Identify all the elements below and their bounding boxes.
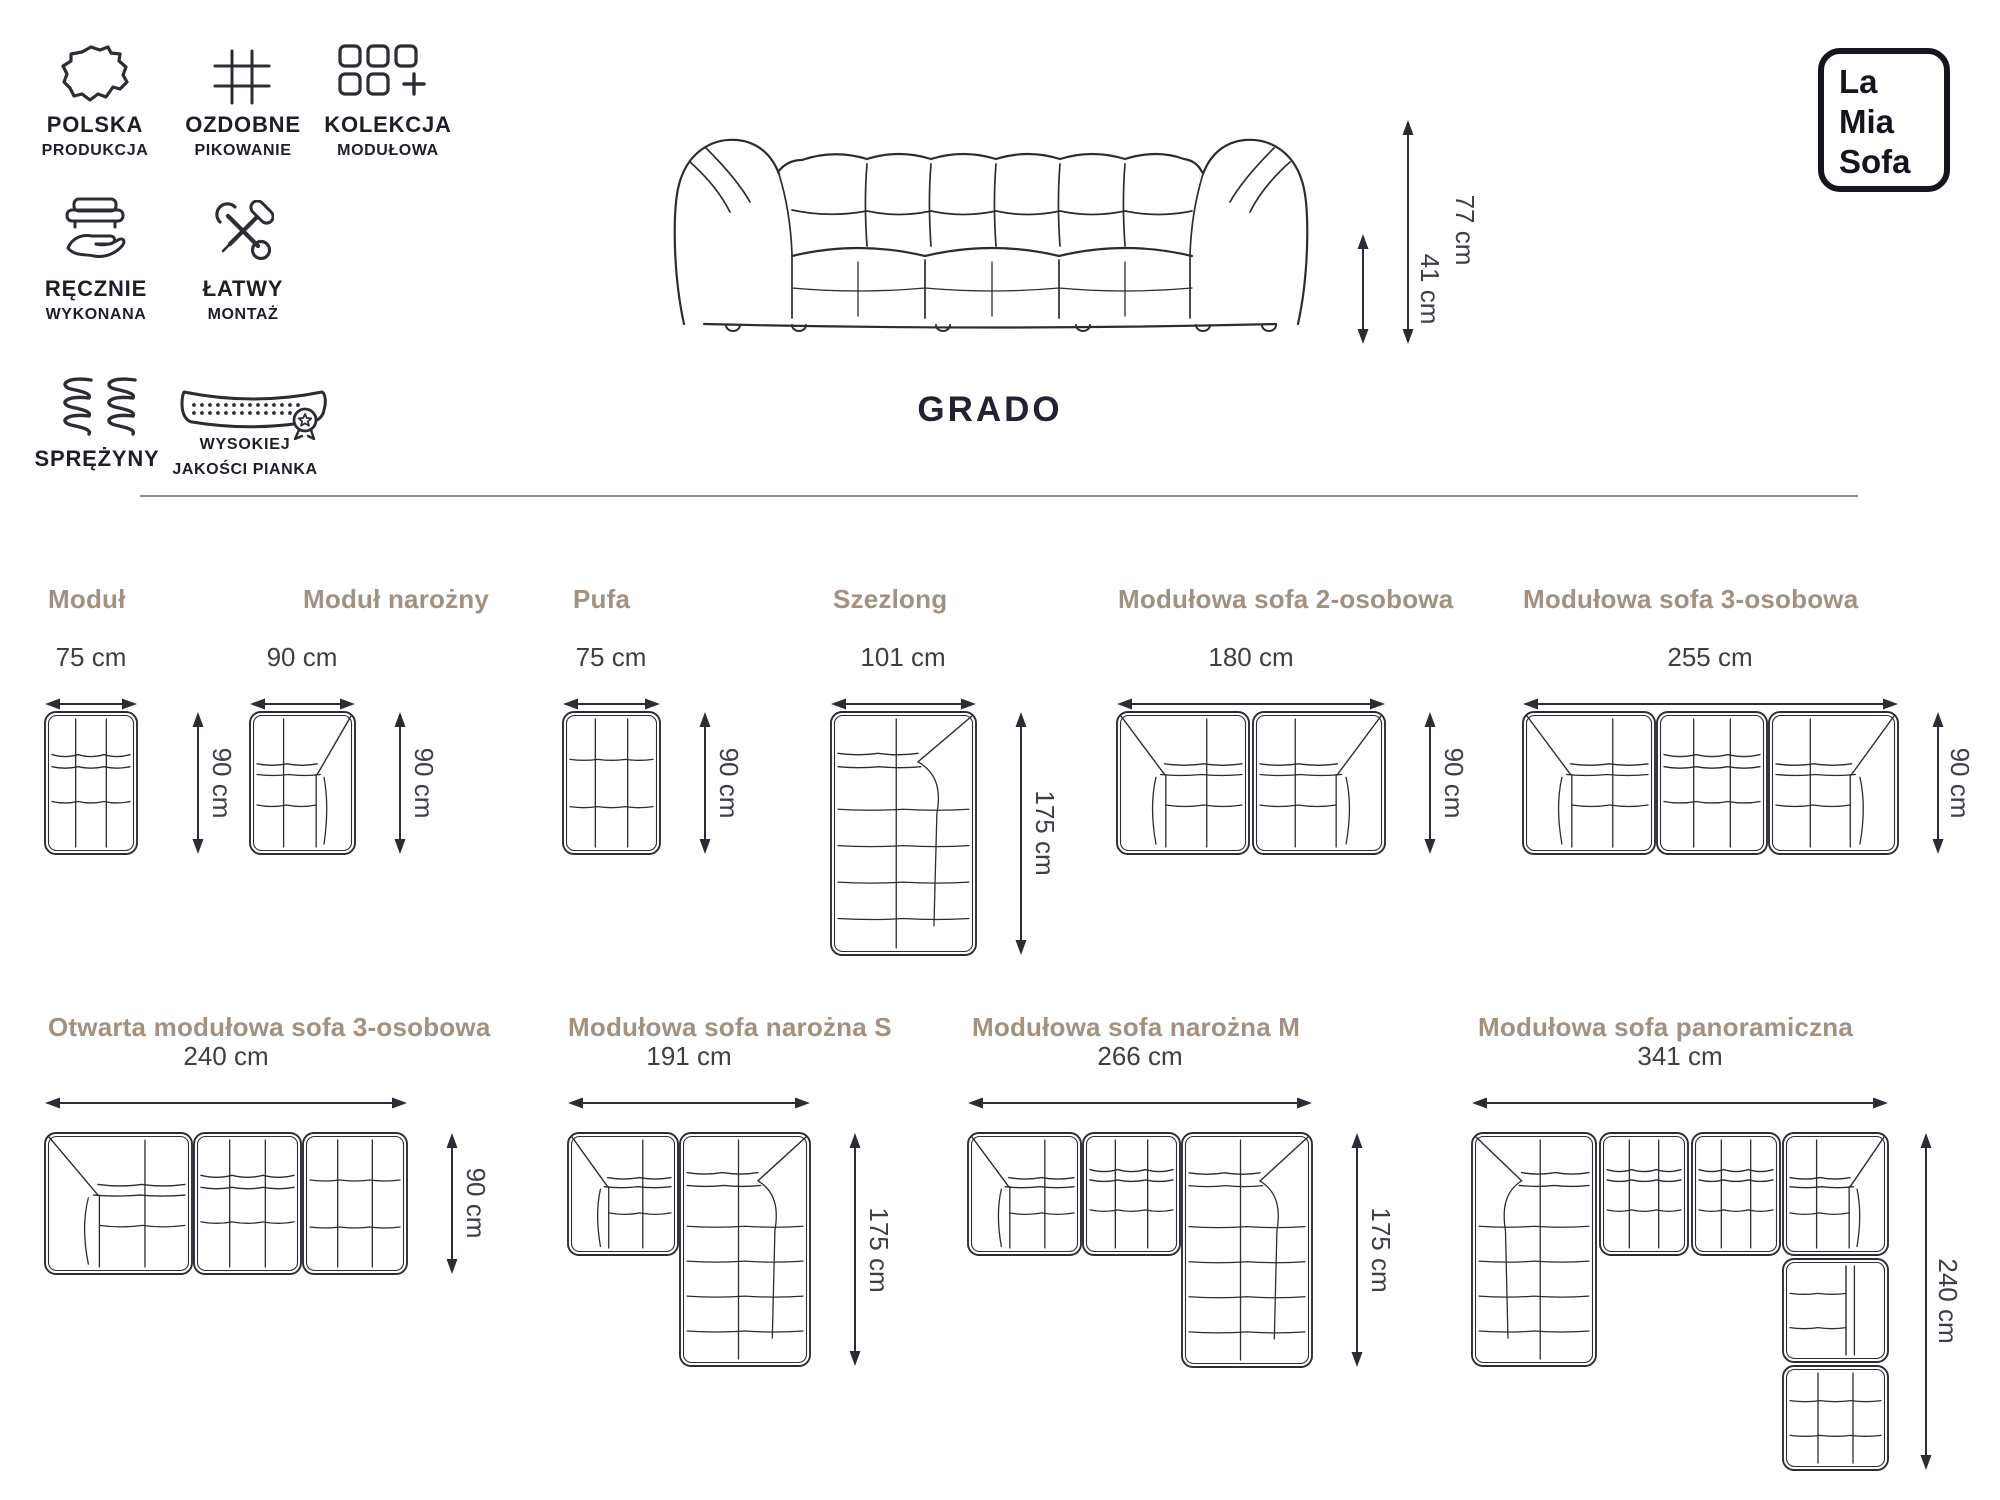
brand-logo-line: La	[1839, 63, 1878, 100]
hero-seat-height-label: 41 cm	[1415, 253, 1445, 325]
springs-icon	[53, 374, 139, 440]
depth-dimension-label: 90 cm	[714, 747, 744, 819]
hero-sofa-drawing	[675, 140, 1307, 331]
diagram-sofa-3	[1523, 699, 1944, 855]
diagram-szezlong	[831, 699, 1027, 956]
badge-sublabel: PIKOWANIE	[194, 142, 292, 159]
badge-label: POLSKA	[46, 112, 144, 137]
product-name: Modułowa sofa narożna M	[972, 1012, 1301, 1042]
width-dimension-label: 341 cm	[1637, 1041, 1723, 1071]
diagram-modul	[45, 699, 204, 855]
brand-logo-line: Mia	[1839, 103, 1895, 140]
product-name: Szezlong	[833, 584, 948, 614]
depth-dimension-label: 175 cm	[864, 1207, 894, 1293]
product-name: Modułowa sofa panoramiczna	[1478, 1012, 1854, 1042]
quilting-grid-icon	[210, 46, 274, 108]
foam-quality-icon	[178, 378, 328, 440]
width-dimension-label: 75 cm	[575, 642, 647, 672]
badge-label: KOLEKCJA	[324, 112, 452, 137]
depth-dimension-label: 90 cm	[461, 1167, 491, 1239]
badge-sublabel: MONTAŻ	[207, 306, 279, 323]
diagram-otwarta-3	[45, 1098, 458, 1275]
tools-icon	[212, 200, 274, 268]
diagram-narozna-s	[568, 1098, 861, 1367]
depth-dimension-label: 175 cm	[1030, 790, 1060, 876]
badge-label: SPRĘŻYNY	[34, 446, 160, 471]
width-dimension-label: 240 cm	[183, 1041, 269, 1071]
depth-dimension-label: 90 cm	[207, 747, 237, 819]
width-dimension-label: 180 cm	[1208, 642, 1294, 672]
divider	[140, 495, 1858, 497]
badge-label: WYSOKIEJ	[199, 436, 291, 453]
width-dimension-label: 266 cm	[1097, 1041, 1183, 1071]
product-name: Otwarta modułowa sofa 3-osobowa	[48, 1012, 491, 1042]
product-name: Modułowa sofa 3-osobowa	[1523, 584, 1859, 614]
badge-label: OZDOBNE	[185, 112, 301, 137]
width-dimension-label: 101 cm	[860, 642, 946, 672]
depth-dimension-label: 90 cm	[409, 747, 439, 819]
product-title: GRADO	[917, 390, 1063, 429]
width-dimension-label: 90 cm	[266, 642, 338, 672]
depth-dimension-label: 240 cm	[1933, 1258, 1963, 1344]
hero-dimension-arrows	[1358, 120, 1414, 344]
badge-label: RĘCZNIE	[44, 276, 148, 301]
brand-logo-line: Sofa	[1839, 143, 1911, 180]
poland-map-icon	[58, 42, 132, 112]
product-name: Pufa	[573, 584, 631, 614]
modular-squares-icon	[338, 44, 436, 108]
width-dimension-label: 191 cm	[646, 1041, 732, 1071]
brand-logo	[1818, 48, 1950, 192]
depth-dimension-label: 90 cm	[1945, 747, 1975, 819]
width-dimension-label: 255 cm	[1667, 642, 1753, 672]
width-dimension-label: 75 cm	[55, 642, 127, 672]
badge-sublabel: MODUŁOWA	[337, 142, 439, 159]
product-name: Moduł	[48, 584, 126, 614]
diagram-pufa	[563, 699, 711, 855]
badge-sublabel: PRODUKCJA	[41, 142, 149, 159]
diagram-modul-narozny	[250, 699, 406, 855]
hand-sofa-icon	[60, 196, 130, 270]
badge-label: ŁATWY	[202, 276, 284, 301]
hero-height-label: 77 cm	[1450, 194, 1480, 266]
product-name: Modułowa sofa 2-osobowa	[1118, 584, 1454, 614]
diagram-narozna-m	[968, 1098, 1363, 1368]
diagram-sofa-2	[1117, 699, 1436, 855]
depth-dimension-label: 90 cm	[1439, 747, 1469, 819]
product-name: Modułowa sofa narożna S	[568, 1012, 892, 1042]
depth-dimension-label: 175 cm	[1366, 1207, 1396, 1293]
badge-sublabel: WYKONANA	[45, 306, 147, 323]
product-name: Moduł narożny	[303, 584, 490, 614]
diagram-panoramiczna	[1472, 1098, 1932, 1471]
badge-sublabel: JAKOŚCI PIANKA	[172, 461, 318, 478]
